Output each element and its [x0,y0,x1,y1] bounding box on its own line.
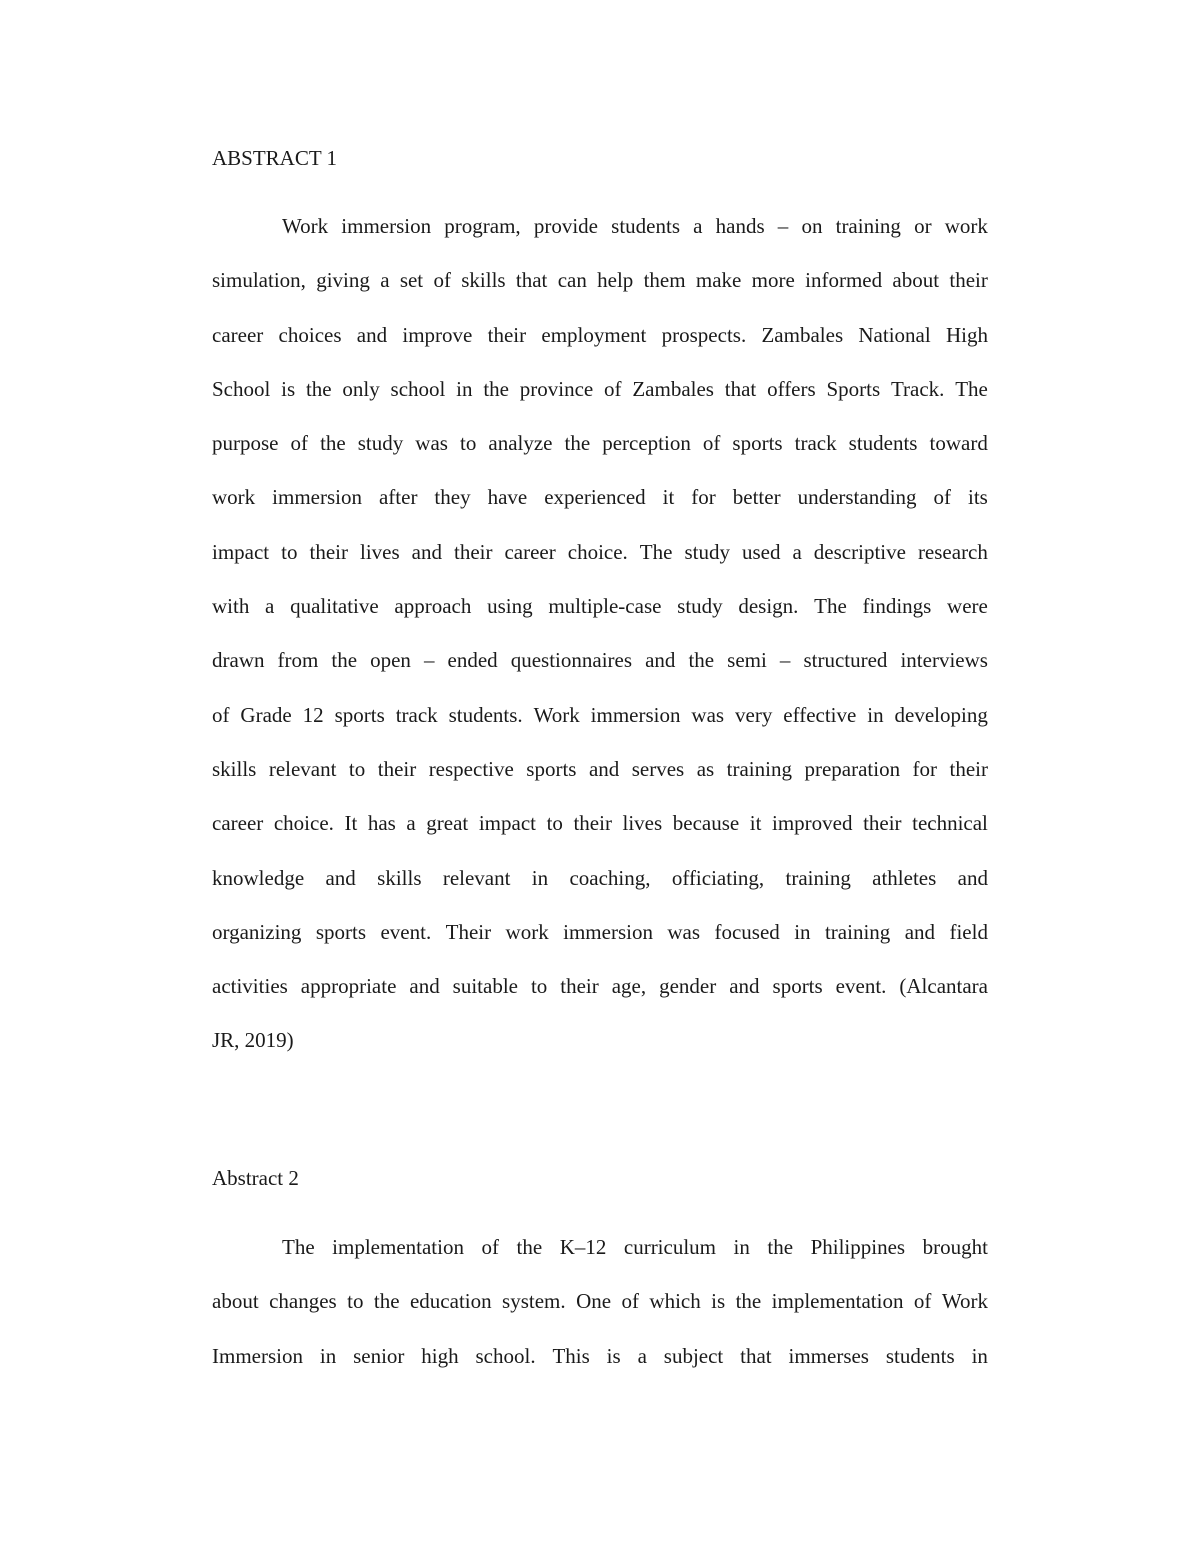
body-line: activities appropriate and suitable to their age, gender and sports event. (Alcantara [212,974,988,999]
abstract-2-body [212,1232,988,1395]
abstract-1-body [212,211,988,1080]
body-line: purpose of the study was to analyze the perception of sports track students toward [212,431,988,456]
body-line: career choice. It has a great impact to their lives because it improved their technical [212,811,988,836]
section-heading-abstract-2: Abstract 2 [212,1166,299,1190]
body-line: knowledge and skills relevant in coaching, officiating, training athletes and [212,865,988,890]
body-line-last: JR, 2019) [212,1028,294,1053]
body-line: drawn from the open – ended questionnaires and the semi – structured interviews [212,648,988,673]
body-line: organizing sports event. Their work immersion was focused in training and field [212,919,988,944]
body-line: with a qualitative approach using multiple-case study design. The findings were [212,594,988,619]
body-line: work immersion after they have experienced it for better understanding of its [212,485,988,510]
body-line: career choices and improve their employment prospects. Zambales National High [212,322,988,347]
body-line: Immersion in senior high school. This is a subject that immerses students in [212,1343,988,1368]
body-line: of Grade 12 sports track students. Work immersion was very effective in developing [212,702,988,727]
section-heading-abstract-1: ABSTRACT 1 [212,146,338,170]
body-line: The implementation of the K–12 curriculum in the Philippines brought [282,1235,988,1259]
body-line: simulation, giving a set of skills that can help them make more informed about their [212,268,988,293]
body-line: about changes to the education system. One of which is the implementation of Work [212,1289,988,1314]
body-line: skills relevant to their respective sports and serves as training preparation for their [212,756,988,781]
body-line: School is the only school in the province of Zambales that offers Sports Track. The [212,376,988,401]
body-line: Work immersion program, provide students a hands – on training or work [282,214,988,238]
body-line: impact to their lives and their career choice. The study used a descriptive research [212,539,988,564]
